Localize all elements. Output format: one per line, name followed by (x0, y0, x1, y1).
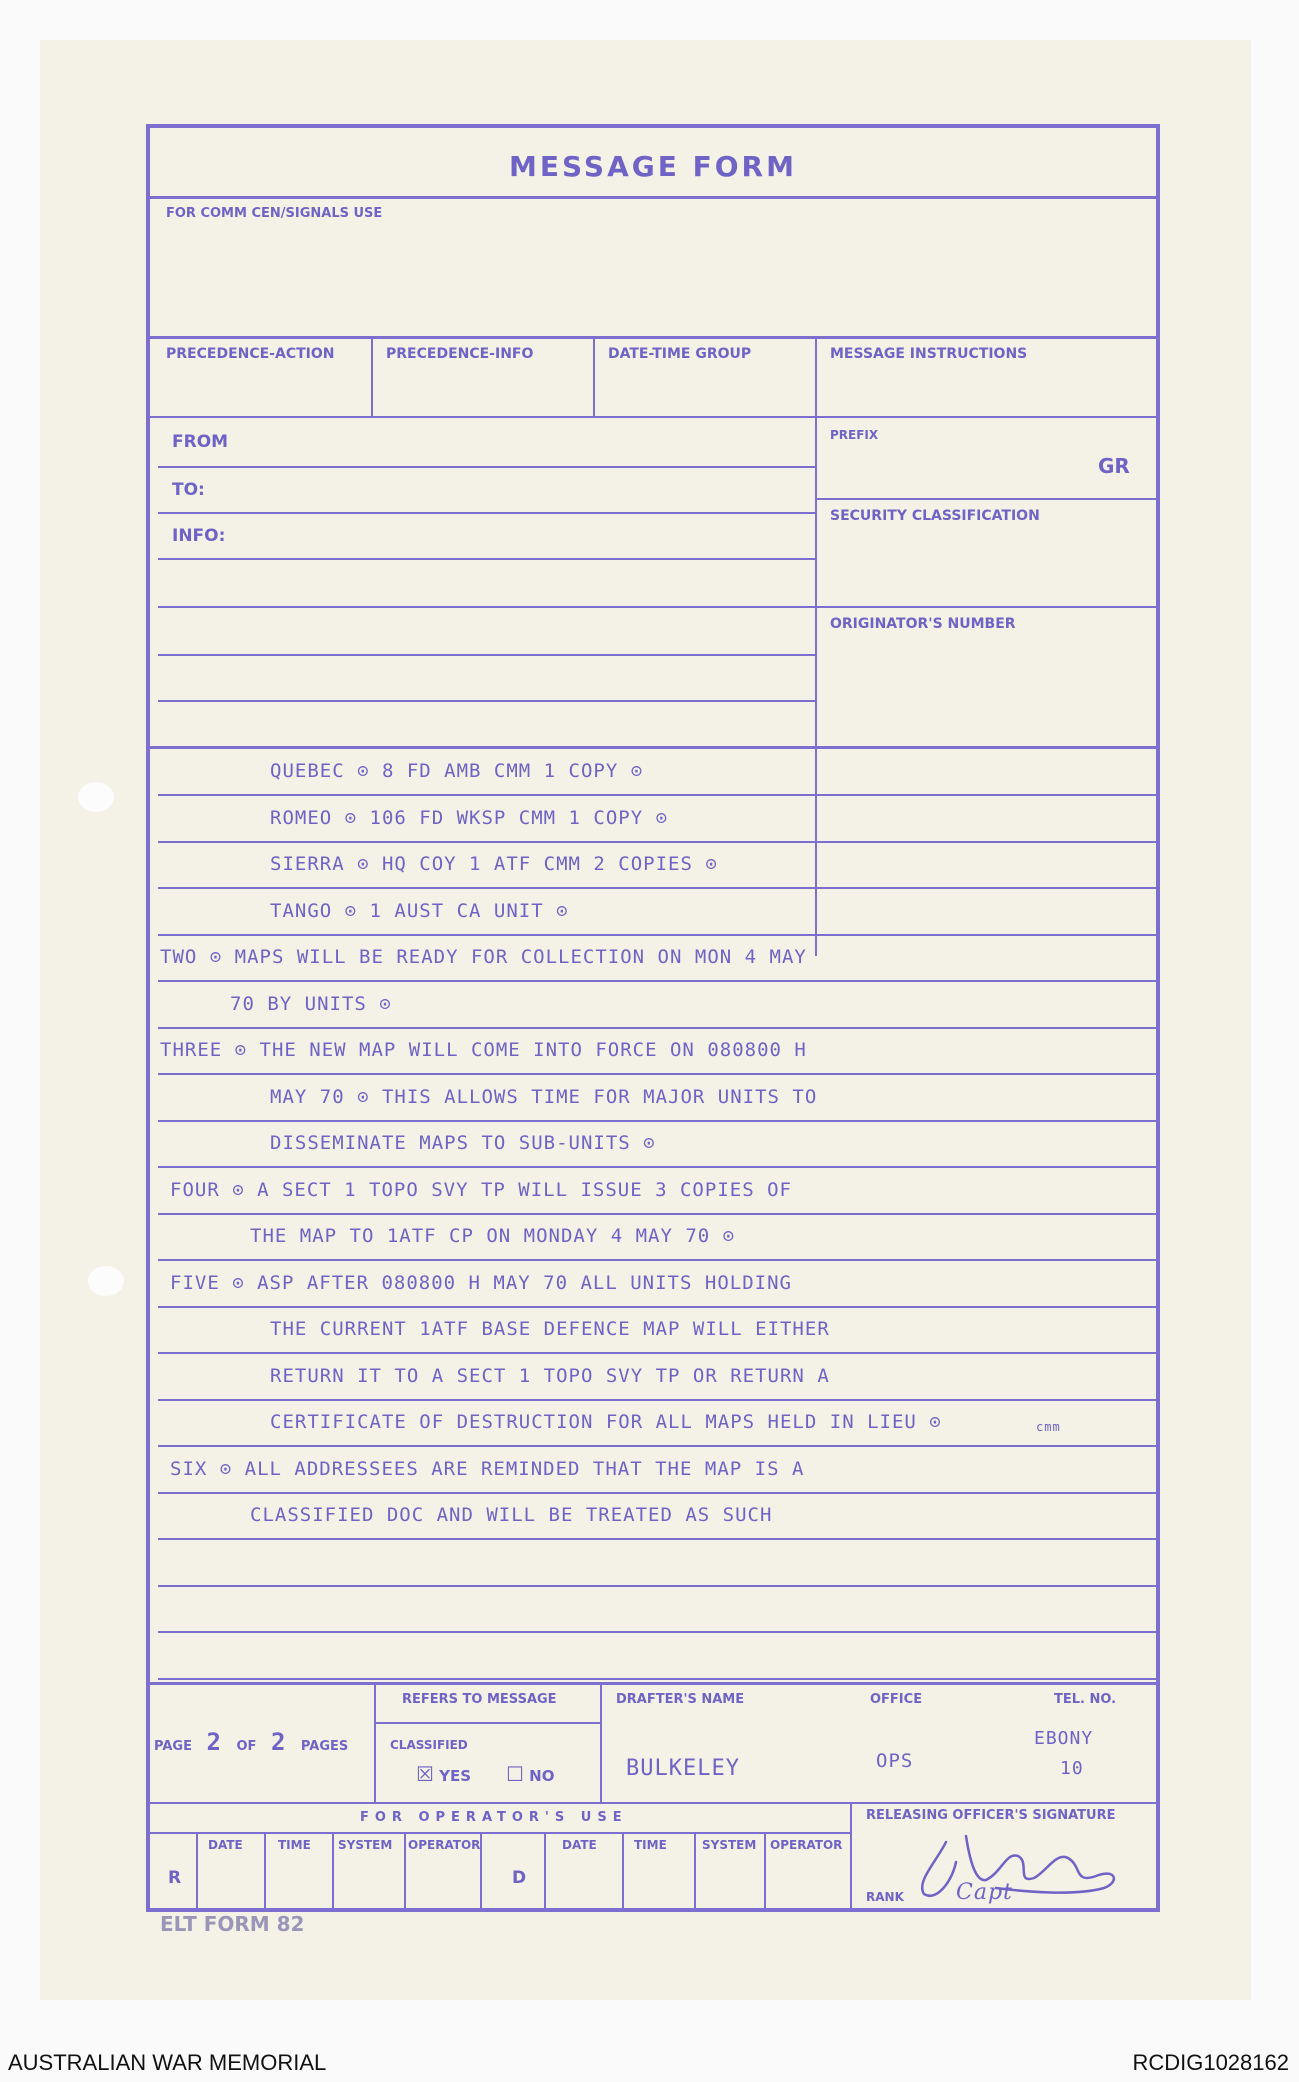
message-rule (158, 1306, 1156, 1308)
message-rule (158, 1631, 1156, 1633)
message-rule (158, 1027, 1156, 1029)
from-label: FROM (172, 432, 229, 452)
rule (158, 654, 815, 656)
rule (815, 606, 1156, 608)
refers-to-message-label: REFERS TO MESSAGE (402, 1692, 557, 1707)
date-col-label-2: DATE (562, 1838, 597, 1852)
divider (764, 1832, 766, 1912)
operators-use-label: FOR OPERATOR'S USE (360, 1810, 628, 1825)
rule (150, 416, 1156, 418)
rule (150, 336, 1156, 339)
pages-value: 2 (270, 1728, 287, 1756)
prefix-value: GR (1098, 454, 1130, 478)
message-line: 70 BY UNITS ⊙ (230, 992, 392, 1015)
signature-icon (906, 1822, 1146, 1908)
system-col-label-2: SYSTEM (702, 1838, 757, 1852)
rule (158, 558, 815, 560)
rule (150, 196, 1156, 199)
archive-caption-right: RCDIG1028162 (1132, 2050, 1289, 2075)
rule (150, 1832, 850, 1834)
message-form (146, 124, 1160, 1912)
date-time-group-label: DATE-TIME GROUP (608, 346, 752, 362)
message-rule (158, 1445, 1156, 1447)
time-col-label-1: TIME (278, 1838, 311, 1852)
divider (264, 1832, 266, 1912)
divider (371, 336, 373, 416)
cmm-annotation: cmm (1036, 1420, 1061, 1434)
of-text: OF (236, 1739, 257, 1754)
r-label: R (168, 1868, 182, 1888)
divider (850, 1802, 852, 1912)
message-line: MAY 70 ⊙ THIS ALLOWS TIME FOR MAJOR UNITS TO (270, 1085, 818, 1108)
message-rule (158, 1166, 1156, 1168)
tel-no-label: TEL. NO. (1054, 1692, 1117, 1707)
precedence-action-label: PRECEDENCE-ACTION (166, 346, 335, 362)
divider (374, 1682, 376, 1802)
rule (150, 1802, 1156, 1804)
message-rule (158, 887, 1156, 889)
rule (158, 606, 815, 608)
releasing-officers-signature-label: RELEASING OFFICER'S SIGNATURE (866, 1808, 1116, 1823)
message-line: THREE ⊙ THE NEW MAP WILL COME INTO FORCE ON 080800 H (160, 1039, 807, 1061)
punch-hole-top (78, 782, 114, 812)
divider (544, 1832, 546, 1912)
divider (196, 1832, 198, 1912)
classified-label: CLASSIFIED (390, 1738, 468, 1752)
rule (158, 700, 815, 702)
message-rule (158, 1678, 1156, 1680)
message-line: CERTIFICATE OF DESTRUCTION FOR ALL MAPS HELD IN LIEU ⊙ (270, 1411, 942, 1433)
pages-text: PAGES (300, 1739, 349, 1754)
rule (374, 1722, 600, 1724)
message-rule (158, 934, 1156, 936)
form-title: MESSAGE FORM (509, 150, 797, 183)
info-label: INFO: (172, 526, 226, 546)
punch-hole-bottom (88, 1266, 124, 1296)
page-value: 2 (206, 1728, 222, 1756)
no-checkbox-icon[interactable]: ☐ (506, 1762, 524, 1786)
archive-caption-left: AUSTRALIAN WAR MEMORIAL (8, 2050, 327, 2075)
message-rule (158, 841, 1156, 843)
message-line: DISSEMINATE MAPS TO SUB-UNITS ⊙ (270, 1132, 656, 1154)
message-rule (158, 1492, 1156, 1494)
security-classification-label: SECURITY CLASSIFICATION (830, 508, 1040, 524)
message-line: SIERRA ⊙ HQ COY 1 ATF CMM 2 COPIES ⊙ (270, 853, 718, 875)
message-rule (158, 1399, 1156, 1401)
prefix-label: PREFIX (830, 428, 879, 442)
message-line: RETURN IT TO A SECT 1 TOPO SVY TP OR RETURN A (270, 1364, 830, 1387)
message-rule (158, 1352, 1156, 1354)
message-line: QUEBEC ⊙ 8 FD AMB CMM 1 COPY ⊙ (270, 760, 644, 782)
message-line: TANGO ⊙ 1 AUST CA UNIT ⊙ (270, 899, 569, 922)
d-label: D (512, 1868, 527, 1888)
yes-text: YES (439, 1767, 472, 1785)
message-rule (158, 1120, 1156, 1122)
message-instructions-label: MESSAGE INSTRUCTIONS (830, 346, 1028, 362)
message-line: SIX ⊙ ALL ADDRESSEES ARE REMINDED THAT THE MAP IS A (170, 1457, 805, 1480)
yes-checkbox-icon[interactable]: ☒ (416, 1762, 434, 1786)
rank-label: RANK (866, 1890, 904, 1904)
rank-value: Capt (956, 1880, 1013, 1905)
divider (480, 1832, 482, 1912)
operator-col-label-1: OPERATOR (408, 1838, 481, 1852)
time-col-label-2: TIME (634, 1838, 667, 1852)
rule (158, 512, 815, 514)
date-col-label-1: DATE (208, 1838, 243, 1852)
drafters-name-value: BULKELEY (626, 1756, 740, 1781)
page-text: PAGE (154, 1739, 192, 1754)
drafters-name-label: DRAFTER'S NAME (616, 1692, 745, 1707)
classified-no (506, 1762, 554, 1786)
message-rule (158, 1073, 1156, 1075)
rule (815, 498, 1156, 500)
originators-number-label: ORIGINATOR'S NUMBER (830, 616, 1016, 632)
precedence-info-label: PRECEDENCE-INFO (386, 346, 534, 362)
system-col-label-1: SYSTEM (338, 1838, 393, 1852)
divider (815, 336, 817, 956)
no-text: NO (529, 1767, 555, 1785)
page-label (154, 1728, 348, 1756)
divider (332, 1832, 334, 1912)
message-line: FOUR ⊙ A SECT 1 TOPO SVY TP WILL ISSUE 3 COPIES OF (170, 1178, 792, 1201)
message-line: CLASSIFIED DOC AND WILL BE TREATED AS SUCH (250, 1504, 773, 1526)
operator-col-label-2: OPERATOR (770, 1838, 843, 1852)
rule (150, 746, 1156, 749)
message-rule (158, 1213, 1156, 1215)
divider (404, 1832, 406, 1912)
rule (158, 466, 815, 468)
form-number: ELT FORM 82 (160, 1912, 305, 1936)
divider (694, 1832, 696, 1912)
divider (600, 1682, 602, 1802)
office-label: OFFICE (870, 1692, 923, 1707)
tel-value: EBONY (1034, 1728, 1094, 1749)
classified-yes (416, 1762, 471, 1786)
message-rule (158, 1538, 1156, 1540)
to-label: TO: (172, 480, 205, 500)
message-line: TWO ⊙ MAPS WILL BE READY FOR COLLECTION ON MON 4 MAY (160, 946, 807, 968)
message-line: THE MAP TO 1ATF CP ON MONDAY 4 MAY 70 ⊙ (250, 1225, 736, 1247)
message-line: THE CURRENT 1ATF BASE DEFENCE MAP WILL EITHER (270, 1318, 830, 1340)
comm-cen-label: FOR COMM CEN/SIGNALS USE (166, 206, 383, 221)
divider (622, 1832, 624, 1912)
divider (593, 336, 595, 416)
message-rule (158, 1259, 1156, 1261)
message-line: FIVE ⊙ ASP AFTER 080800 H MAY 70 ALL UNITS HOLDING (170, 1271, 792, 1294)
tel-value-2: 10 (1060, 1758, 1084, 1779)
message-rule (158, 1585, 1156, 1587)
office-value: OPS (876, 1750, 914, 1772)
message-rule (158, 794, 1156, 796)
message-line: ROMEO ⊙ 106 FD WKSP CMM 1 COPY ⊙ (270, 806, 669, 829)
signature-image (906, 1822, 1146, 1908)
rule (150, 1682, 1156, 1685)
message-rule (158, 980, 1156, 982)
